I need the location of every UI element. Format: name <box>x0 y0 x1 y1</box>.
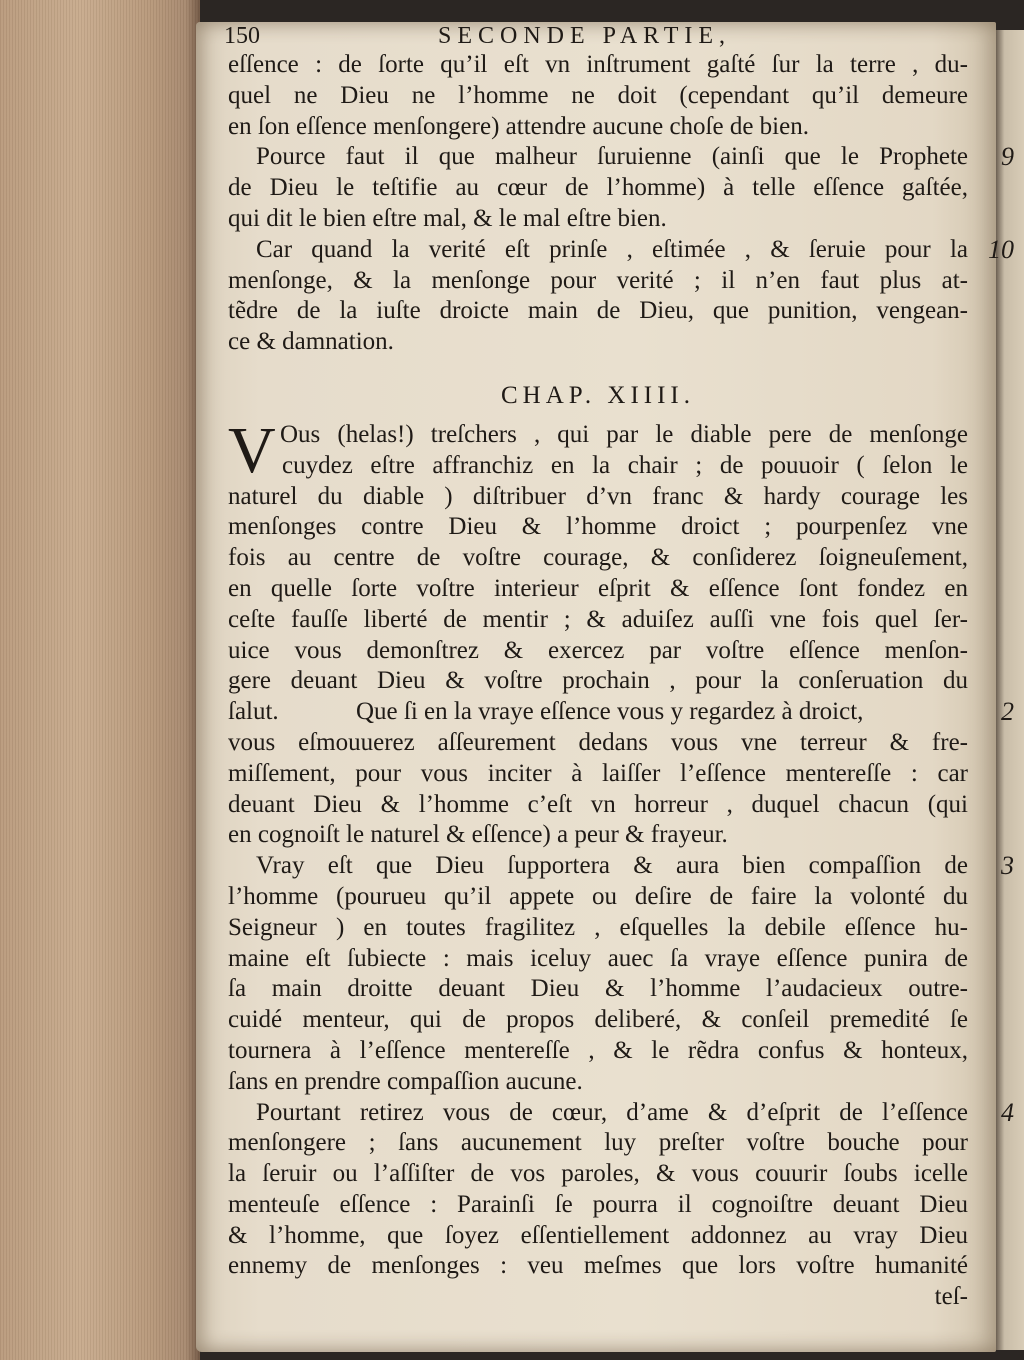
margin-number: 9 <box>1001 142 1014 172</box>
text-line: Seigneur ) en toutes fragilitez , eſquelles la debile eſſence hu- <box>228 913 968 941</box>
line-start: ſalut. <box>228 698 279 726</box>
text-line: ennemy de menſonges : veu meſmes que lors voſtre humanité <box>228 1252 968 1280</box>
text-line: tẽdre de la iuſte droicte main de Dieu, que punition, vengean- <box>228 297 968 325</box>
paragraph-text: Pource faut il que malheur ſuruienne (ainſi que le Prophete <box>256 143 968 171</box>
margin-number: 4 <box>1001 1097 1014 1127</box>
text-line: l’homme (pourueu qu’il appete ou deſire de faire la volonté du <box>228 882 968 910</box>
text-line: vous eſmouuerez aſſeurement dedans vous vne terreur & fre- <box>228 728 968 756</box>
line-rest: Que ſi en la vraye eſſence vous y regardez à droict, <box>356 698 864 726</box>
margin-number: 2 <box>1001 697 1014 727</box>
text-line: menſonge, & la menſonge pour verité ; il n’en faut plus at- <box>228 266 968 294</box>
running-head <box>224 22 968 50</box>
page-number: 150 <box>224 23 260 49</box>
text-line: Ous (helas!) treſchers , qui par le diable pere de menſonge <box>280 420 968 448</box>
text-line: menſonges contre Dieu & l’homme droict ; pourpenſez vne <box>228 513 968 541</box>
text-line: ſa main droitte deuant Dieu & l’homme l’audacieux outre- <box>228 975 968 1003</box>
text-line: uice vous demonſtrez & exercez par voſtre eſſence menſon- <box>228 636 968 664</box>
text-line: gere deuant Dieu & voſtre prochain , pour la conſeruation du <box>228 667 968 695</box>
text-line <box>228 697 1014 728</box>
text-line: & l’homme, que ſoyez eſſentiellement addonnez au vray Dieu <box>228 1221 968 1249</box>
facing-page-edge <box>996 30 1024 1350</box>
text-line: cuidé menteur, qui de propos deliberé, & conſeil premedité ſe <box>228 1006 968 1034</box>
text-line: ce & damnation. <box>228 328 394 356</box>
text-line: en cognoiſt le naturel & eſſence) a peur & frayeur. <box>228 821 728 849</box>
text-line <box>228 234 1014 266</box>
text-line: eſſence : de ſorte qu’il eſt vn inſtrument gaſté ſur la terre , du- <box>228 51 968 78</box>
text-line: miſſement, pour vous inciter à laiſſer l’eſſence mentereſſe : car <box>228 759 968 787</box>
text-line: en quelle ſorte voſtre interieur eſprit & eſſence ſont fondez en <box>228 574 968 602</box>
text-line <box>228 1097 1014 1129</box>
text-line: deuant Dieu & l’homme c’eſt vn horreur , duquel chacun (qui <box>228 790 968 818</box>
paragraph-text: Vray eſt que Dieu ſupportera & aura bien compaſſion de <box>256 852 968 880</box>
text-line: menteuſe eſſence : Parainſi ſe pourra il cognoiſtre deuant Dieu <box>228 1190 968 1218</box>
drop-cap: V <box>228 413 276 487</box>
text-line: en ſon eſſence menſongere) attendre aucune choſe de bien. <box>228 112 809 140</box>
text-line: tournera à l’eſſence mentereſſe , & le rẽdra confus & honteux, <box>228 1036 968 1064</box>
book-fore-edge <box>0 0 200 1360</box>
text-line: maine eſt ſubiecte : mais iceluy auec ſa vraye eſſence punira de <box>228 944 968 972</box>
text-line: naturel du diable ) diſtribuer d’vn franc & hardy courage les <box>228 482 968 510</box>
text-line <box>228 142 1014 173</box>
page-text <box>224 22 1014 1312</box>
text-line: quel ne Dieu ne l’homme ne doit (cependant qu’il demeure <box>228 81 968 109</box>
text-line: menſongere ; ſans aucunement luy preſter voſtre bouche pour <box>228 1129 968 1157</box>
catchword: teſ- <box>934 1283 968 1311</box>
running-title: SECONDE PARTIE, <box>438 23 732 49</box>
chapter-opening <box>228 413 968 487</box>
text-line: qui dit le bien eſtre mal, & le mal eſtre bien. <box>228 204 667 232</box>
text-line: de Dieu le teſtifie au cœur de l’homme) à telle eſſence gaſtée, <box>228 174 968 202</box>
margin-number: 3 <box>1001 851 1014 881</box>
chapter-heading: CHAP. XIIII. <box>500 381 696 409</box>
text-line: la ſeruir ou l’aſſiſter de vos paroles, & vous couurir ſoubs icelle <box>228 1160 968 1188</box>
text-line: cuydez eſtre affranchiz en la chair ; de pouuoir ( ſelon le <box>282 451 968 479</box>
text-line: ſans en prendre compaſſion aucune. <box>228 1067 583 1095</box>
paragraph-text: Car quand la verité eſt prinſe , eſtimée , & ſeruie pour la <box>256 235 968 263</box>
margin-number: 10 <box>988 234 1014 264</box>
paragraph-text: Pourtant retirez vous de cœur, d’ame & d’eſprit de l’eſſence <box>256 1098 968 1126</box>
text-line <box>228 851 1014 882</box>
text-line: fois au centre de voſtre courage, & conſiderez ſoigneuſement, <box>228 544 968 572</box>
text-line: ceſte fauſſe liberté de mentir ; & aduiſez auſſi vne fois quel ſer- <box>228 605 968 633</box>
